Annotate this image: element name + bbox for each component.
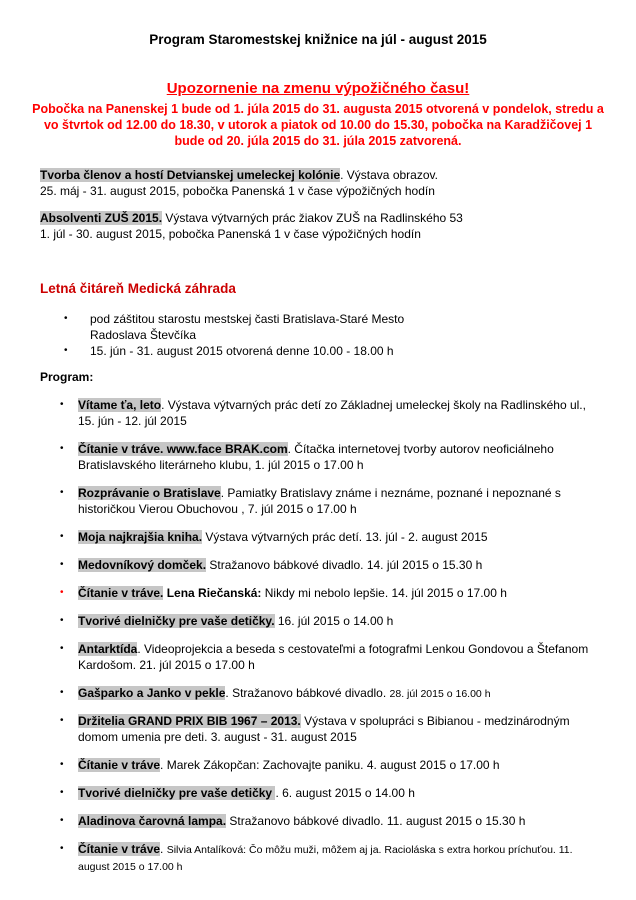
bullet-icon: • <box>60 787 64 798</box>
event-entry <box>78 613 596 630</box>
bullet-icon: • <box>60 615 64 626</box>
event-details-small: Silvia Antalíková: Čo môžu muži, môžem aj ja. Racioláska s extra horkou príchuťou. 11. august 2015 o 17.00 h <box>78 844 573 873</box>
event-entry <box>78 397 596 430</box>
program-list-item <box>40 713 596 746</box>
event-entry <box>78 529 596 546</box>
program-list-item <box>40 397 596 430</box>
event-title: Čítanie v tráve <box>78 842 161 856</box>
program-label: Program: <box>40 370 94 384</box>
event-details: . Stražanovo bábkové divadlo. <box>225 686 390 700</box>
bullet-icon: • <box>60 559 64 570</box>
program-list-item <box>40 813 596 830</box>
event-title: Rozprávanie o Bratislave <box>78 486 221 500</box>
notice-body: Pobočka na Panenskej 1 bude od 1. júla 2015 do 31. augusta 2015 otvorená v pondelok, stredu a vo štvrtok od 12.00 do 18.30, v utorok a piatok od 10.00 do 15.30, pobočka na Karadžičovej 1 bude od 20. júla 2015 do 31. júla 2015 zatvorená. <box>32 102 604 148</box>
event-entry <box>78 757 596 774</box>
notice-heading: Upozornenie na zmenu výpožičného času! <box>166 80 470 97</box>
event-details: . Videoprojekcia a beseda s cestovateľmi a fotografmi Lenkou Gondovou a Štefanom Kardošom. 21. júl 2015 o 17.00 h <box>78 642 589 672</box>
program-list-item <box>40 557 596 574</box>
event-title: Čítanie v tráve. <box>78 586 164 600</box>
event-entry <box>78 785 596 802</box>
bullet-icon: • <box>60 487 64 498</box>
bullet-icon: • <box>60 443 64 454</box>
summer-reading-room-list <box>40 311 596 359</box>
exhibition-title-line <box>40 167 596 183</box>
bullet-icon: • <box>60 531 64 542</box>
event-entry <box>78 713 596 746</box>
program-list-item <box>40 441 596 474</box>
exhibition-detail: 1. júl - 30. august 2015, pobočka Panenská 1 v čase výpožičných hodín <box>40 227 421 241</box>
bullet-icon: • <box>60 399 64 410</box>
event-title: Aladinova čarovná lampa. <box>78 814 227 828</box>
program-list-item <box>40 785 596 802</box>
bullet-icon: • <box>60 843 64 854</box>
list-item-text: 15. jún - 31. august 2015 otvorená denne 10.00 - 18.00 h <box>90 344 394 358</box>
list-item <box>40 311 596 343</box>
program-list-item <box>40 685 596 702</box>
program-list-item <box>40 641 596 674</box>
event-details: Stražanovo bábkové divadlo. 14. júl 2015 o 15.30 h <box>206 558 483 572</box>
bullet-icon: • <box>60 687 64 698</box>
bullet-icon: • <box>60 759 64 770</box>
program-list-item <box>40 613 596 630</box>
event-details: Výstava výtvarných prác detí. 13. júl - 2. august 2015 <box>202 530 488 544</box>
exhibition-title: Absolventi ZUŠ 2015. <box>40 211 163 225</box>
list-item <box>40 343 596 359</box>
event-entry <box>78 685 596 702</box>
event-details: 16. júl 2015 o 14.00 h <box>274 614 394 628</box>
event-entry <box>78 841 596 875</box>
program-list-item <box>40 585 596 602</box>
bullet-icon: • <box>60 815 64 826</box>
exhibition-detail: 25. máj - 31. august 2015, pobočka Panenská 1 v čase výpožičných hodín <box>40 184 435 198</box>
program-list-item <box>40 529 596 546</box>
event-details: . Pamiatky Bratislavy známe i neznáme, poznané i nepoznané s historičkou Vierou Obuchovou , 7. júl 2015 o 17.00 h <box>78 486 561 516</box>
event-title: Gašparko a Janko v pekle <box>78 686 226 700</box>
event-title: Čítanie v tráve. www.face BRAK.com <box>78 442 288 456</box>
bullet-icon: • <box>60 643 64 654</box>
bullet-icon: • <box>60 715 64 726</box>
event-entry <box>78 813 596 830</box>
event-title: Držitelia GRAND PRIX BIB 1967 – 2013. <box>78 714 301 728</box>
bullet-icon: • <box>64 345 68 356</box>
program-list-item <box>40 757 596 774</box>
notice-block <box>32 80 604 149</box>
event-details: Stražanovo bábkové divadlo. 11. august 2015 o 15.30 h <box>226 814 526 828</box>
program-list <box>40 397 596 875</box>
bullet-icon: • <box>64 313 68 324</box>
event-entry <box>78 485 596 518</box>
bullet-icon: • <box>60 587 64 598</box>
exhibition-title: Tvorba členov a hostí Detvianskej umeleckej kolónie <box>40 168 341 182</box>
event-details-small: 28. júl 2015 o 16.00 h <box>389 688 491 700</box>
event-subtitle: Lena Riečanská: <box>163 586 262 600</box>
page-title: Program Staromestskej knižnice na júl - august 2015 <box>149 32 487 47</box>
event-title: Čítanie v tráve <box>78 758 161 772</box>
event-entry <box>78 441 596 474</box>
exhibition-title-line <box>40 210 596 226</box>
event-details: . 6. august 2015 o 14.00 h <box>275 786 415 800</box>
event-details: Nikdy mi nebolo lepšie. 14. júl 2015 o 17.00 h <box>261 586 507 600</box>
section-heading-summer-reading-room: Letná čitáreň Medická záhrada <box>40 281 236 296</box>
program-list-item <box>40 841 596 875</box>
exhibition-description: . Výstava obrazov. <box>340 168 438 182</box>
event-title: Vítame ťa, leto <box>78 398 162 412</box>
list-item-text: pod záštitou starostu mestskej časti Bratislava-Staré Mesto Radoslava Števčíka <box>90 312 405 342</box>
program-list-item <box>40 485 596 518</box>
event-title: Tvorivé dielničky pre vaše detičky <box>78 786 276 800</box>
event-title: Moja najkrajšia kniha. <box>78 530 203 544</box>
exhibition-entry <box>40 167 596 199</box>
event-details: . Marek Zákopčan: Zachovajte paniku. 4. august 2015 o 17.00 h <box>160 758 500 772</box>
event-title: Medovníkový domček. <box>78 558 207 572</box>
event-entry <box>78 585 596 602</box>
event-title: Tvorivé dielničky pre vaše detičky. <box>78 614 275 628</box>
exhibition-entry <box>40 210 596 242</box>
event-title: Antarktída <box>78 642 138 656</box>
event-entry <box>78 641 596 674</box>
event-details: . <box>160 842 167 856</box>
exhibition-description: Výstava výtvarných prác žiakov ZUŠ na Radlinského 53 <box>162 211 463 225</box>
event-details: . Výstava výtvarných prác detí zo Základnej umeleckej školy na Radlinského ul., 15. jún - 12. júl 2015 <box>78 398 586 428</box>
event-details: . Čítačka internetovej tvorby autorov neoficiálneho Bratislavského literárneho klubu, 1. júl 2015 o 17.00 h <box>78 442 554 472</box>
event-details: Výstava v spolupráci s Bibianou - medzinárodným domom umenia pre deti. 3. august - 31. august 2015 <box>78 714 570 744</box>
event-entry <box>78 557 596 574</box>
